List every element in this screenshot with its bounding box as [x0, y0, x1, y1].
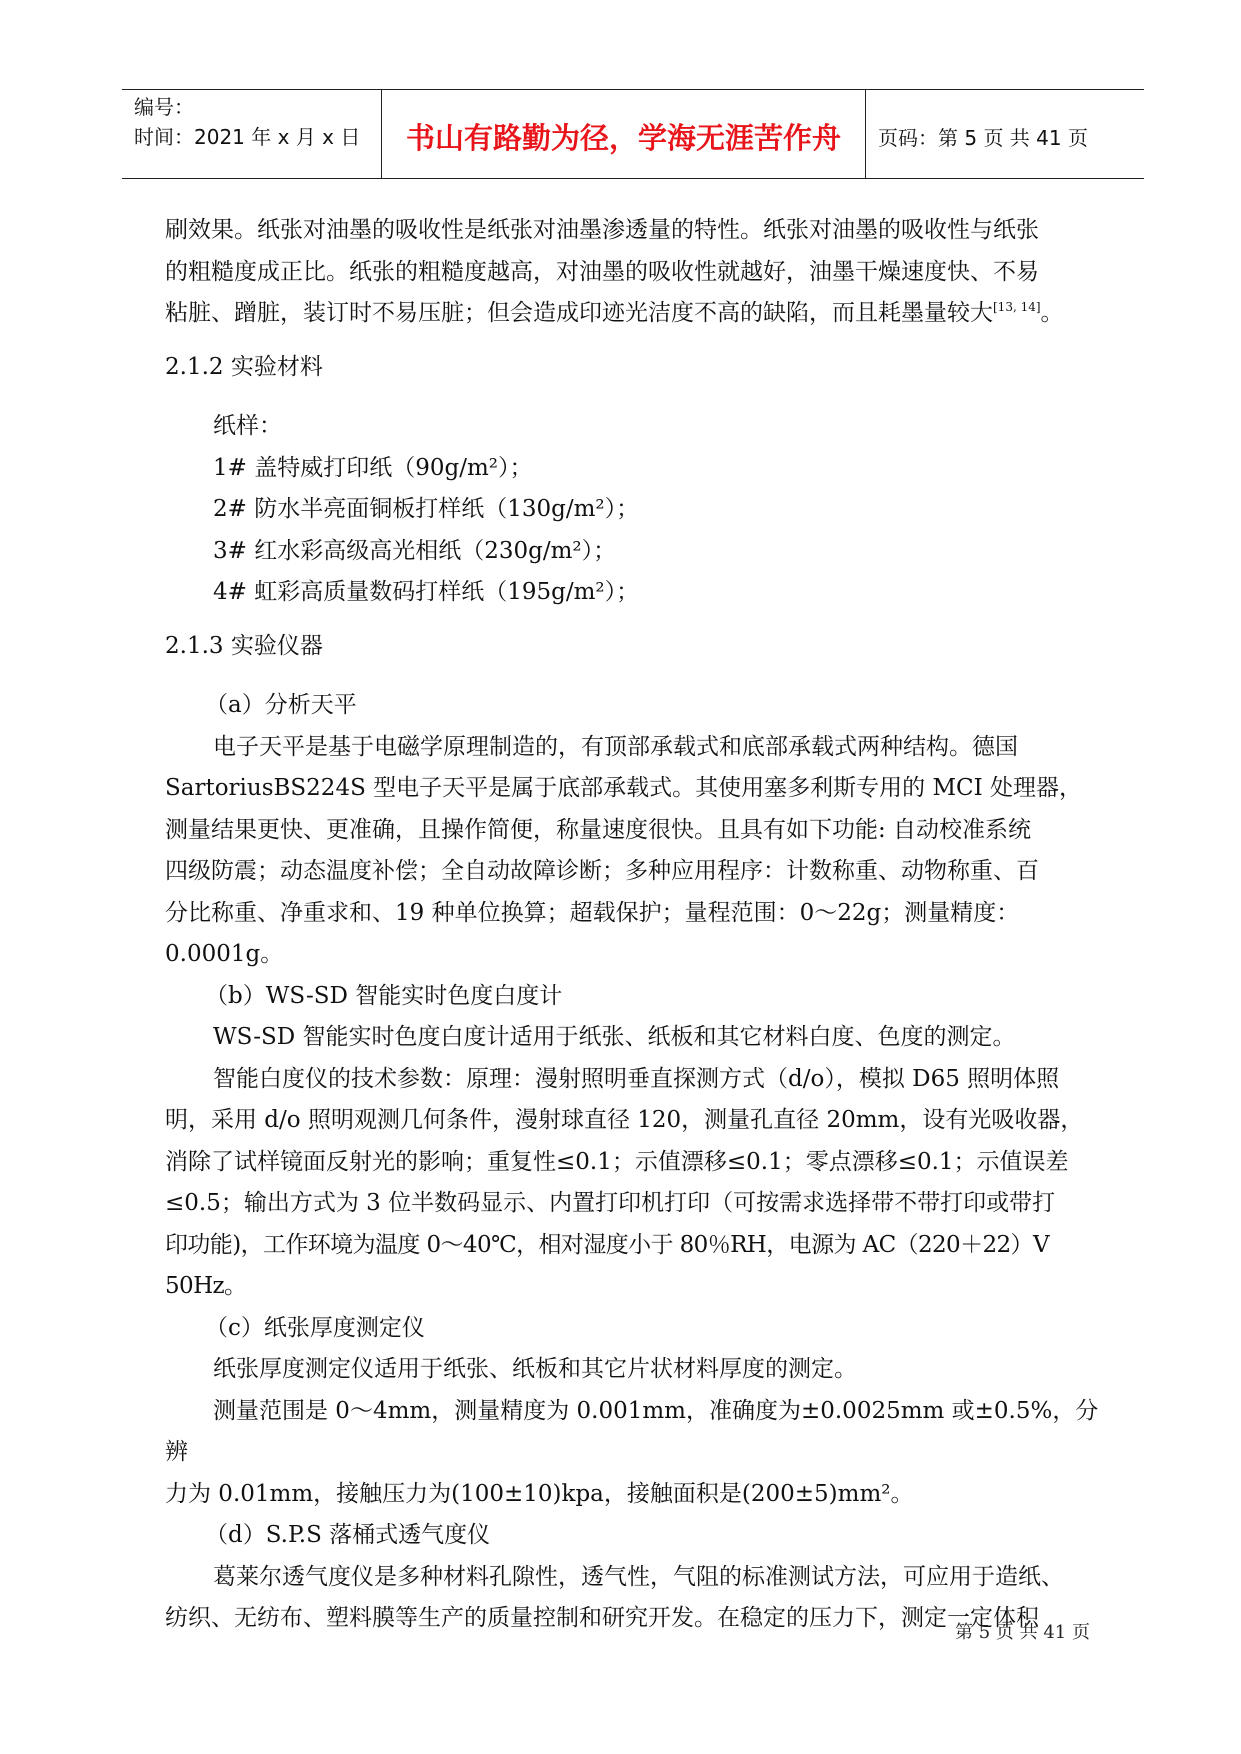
- paragraph-line: 的粗糙度成正比。纸张的粗糙度越高，对油墨的吸收性就越好，油墨干燥速度快、不易: [165, 258, 1039, 285]
- sample-item: 3# 红水彩高级高光相纸（230g/m²）；: [213, 537, 617, 564]
- sample-item: 4# 虹彩高质量数码打样纸（195g/m²）；: [213, 579, 640, 605]
- paragraph-line: 纸张厚度测定仪适用于纸张、纸板和其它片状材料厚度的测定。: [213, 1356, 857, 1382]
- paragraph-line: WS-SD 智能实时色度白度计适用于纸张、纸板和其它材料白度、色度的测定。: [213, 1024, 1016, 1050]
- section-heading-2-1-2: 2.1.2 实验材料: [165, 353, 323, 380]
- paragraph-line: 葛莱尔透气度仪是多种材料孔隙性，透气性，气阻的标准测试方法，可应用于造纸、: [213, 1563, 1064, 1590]
- paragraph-line: 电子天平是基于电磁学原理制造的，有顶部承载式和底部承载式两种结构。德国: [213, 733, 1018, 760]
- paragraph-line: [165, 293, 1105, 335]
- paragraph-line: 0.0001g。: [165, 941, 284, 967]
- paragraph-line: SartoriusBS224S 型电子天平是属于底部承载式。其使用塞多利斯专用的 MCI 处理器，: [165, 775, 1083, 801]
- header-page-info: 页码：第 5 页 共 41 页: [878, 125, 1088, 150]
- instrument-title-a: （a）分析天平: [205, 692, 357, 718]
- document-date: 时间：2021 年 x 月 x 日: [134, 125, 361, 149]
- paragraph-line: 分比称重、净重求和、19 种单位换算；超载保护；量程范围：0～22g；测量精度：: [165, 899, 1020, 926]
- sample-list: [165, 406, 1105, 614]
- document-number-label: 编号：: [134, 95, 194, 119]
- paragraph-line: ≤0.5；输出方式为 3 位半数码显示、内置打印机打印（可按需求选择带不带打印或带打: [165, 1190, 1056, 1216]
- sample-item: 1# 盖特威打印纸（90g/m²）；: [213, 454, 533, 481]
- section-heading-2-1-3: 2.1.3 实验仪器: [165, 632, 323, 659]
- paragraph-line: 智能白度仪的技术参数：原理：漫射照明垂直探测方式（d/o），模拟 D65 照明体照: [213, 1065, 1060, 1092]
- citation-ref: [13, 14]: [993, 300, 1041, 314]
- page-footer: 第 5 页 共 41 页: [955, 1622, 1090, 1643]
- header-left-cell: [122, 90, 382, 178]
- paragraph-line: 测量结果更快、更准确，且操作简便，称量速度很快。且具有如下功能: 自动校准系统: [165, 816, 1032, 843]
- paragraph-line: 印功能)，工作环境为温度 0～40℃，相对湿度小于 80％RH，电源为 AC（220＋22）V 50Hz。: [165, 1231, 1049, 1299]
- sample-list-label: 纸样：: [213, 413, 282, 439]
- instrument-title-b: （b）WS-SD 智能实时色度白度计: [205, 982, 563, 1009]
- document-body: [165, 210, 1105, 1640]
- sample-item: 2# 防水半亮面铜板打样纸（130g/m²）；: [213, 496, 640, 522]
- paragraph-line: 测量范围是 0～4mm，测量精度为 0.001mm，准确度为±0.0025mm 或±0.5%，分辨: [165, 1397, 1099, 1465]
- header-table: [122, 89, 1144, 179]
- paragraph-line: 明，采用 d/o 照明观测几何条件，漫射球直径 120，测量孔直径 20mm，设有光吸收器，: [165, 1107, 1084, 1133]
- instrument-title-c: （c）纸张厚度测定仪: [205, 1314, 425, 1341]
- paragraph-text: 。: [1040, 300, 1064, 326]
- paragraph-line: 刷效果。纸张对油墨的吸收性是纸张对油墨渗透量的特性。纸张对油墨的吸收性与纸张: [165, 217, 1039, 243]
- instrument-title-d: （d）S.P.S 落桶式透气度仪: [205, 1522, 491, 1548]
- paragraph-line: 力为 0.01mm，接触压力为(100±10)kpa，接触面积是(200±5)mm²。: [165, 1480, 914, 1507]
- paragraph-line: 纺织、无纺布、塑料膜等生产的质量控制和研究开发。在稳定的压力下，测定一定体积: [165, 1605, 1039, 1631]
- header-motto: 书山有路勤为径，学海无涯苦作舟: [382, 90, 866, 178]
- paragraph-line: 四级防震；动态温度补偿；全自动故障诊断；多种应用程序：计数称重、动物称重、百: [165, 858, 1039, 884]
- paragraph-text: 粘脏、蹭脏，装订时不易压脏；但会造成印迹光洁度不高的缺陷，而且耗墨量较大: [165, 300, 993, 326]
- paragraph-line: 消除了试样镜面反射光的影响；重复性≤0.1；示值漂移≤0.1；零点漂移≤0.1；示值误差: [165, 1148, 1069, 1175]
